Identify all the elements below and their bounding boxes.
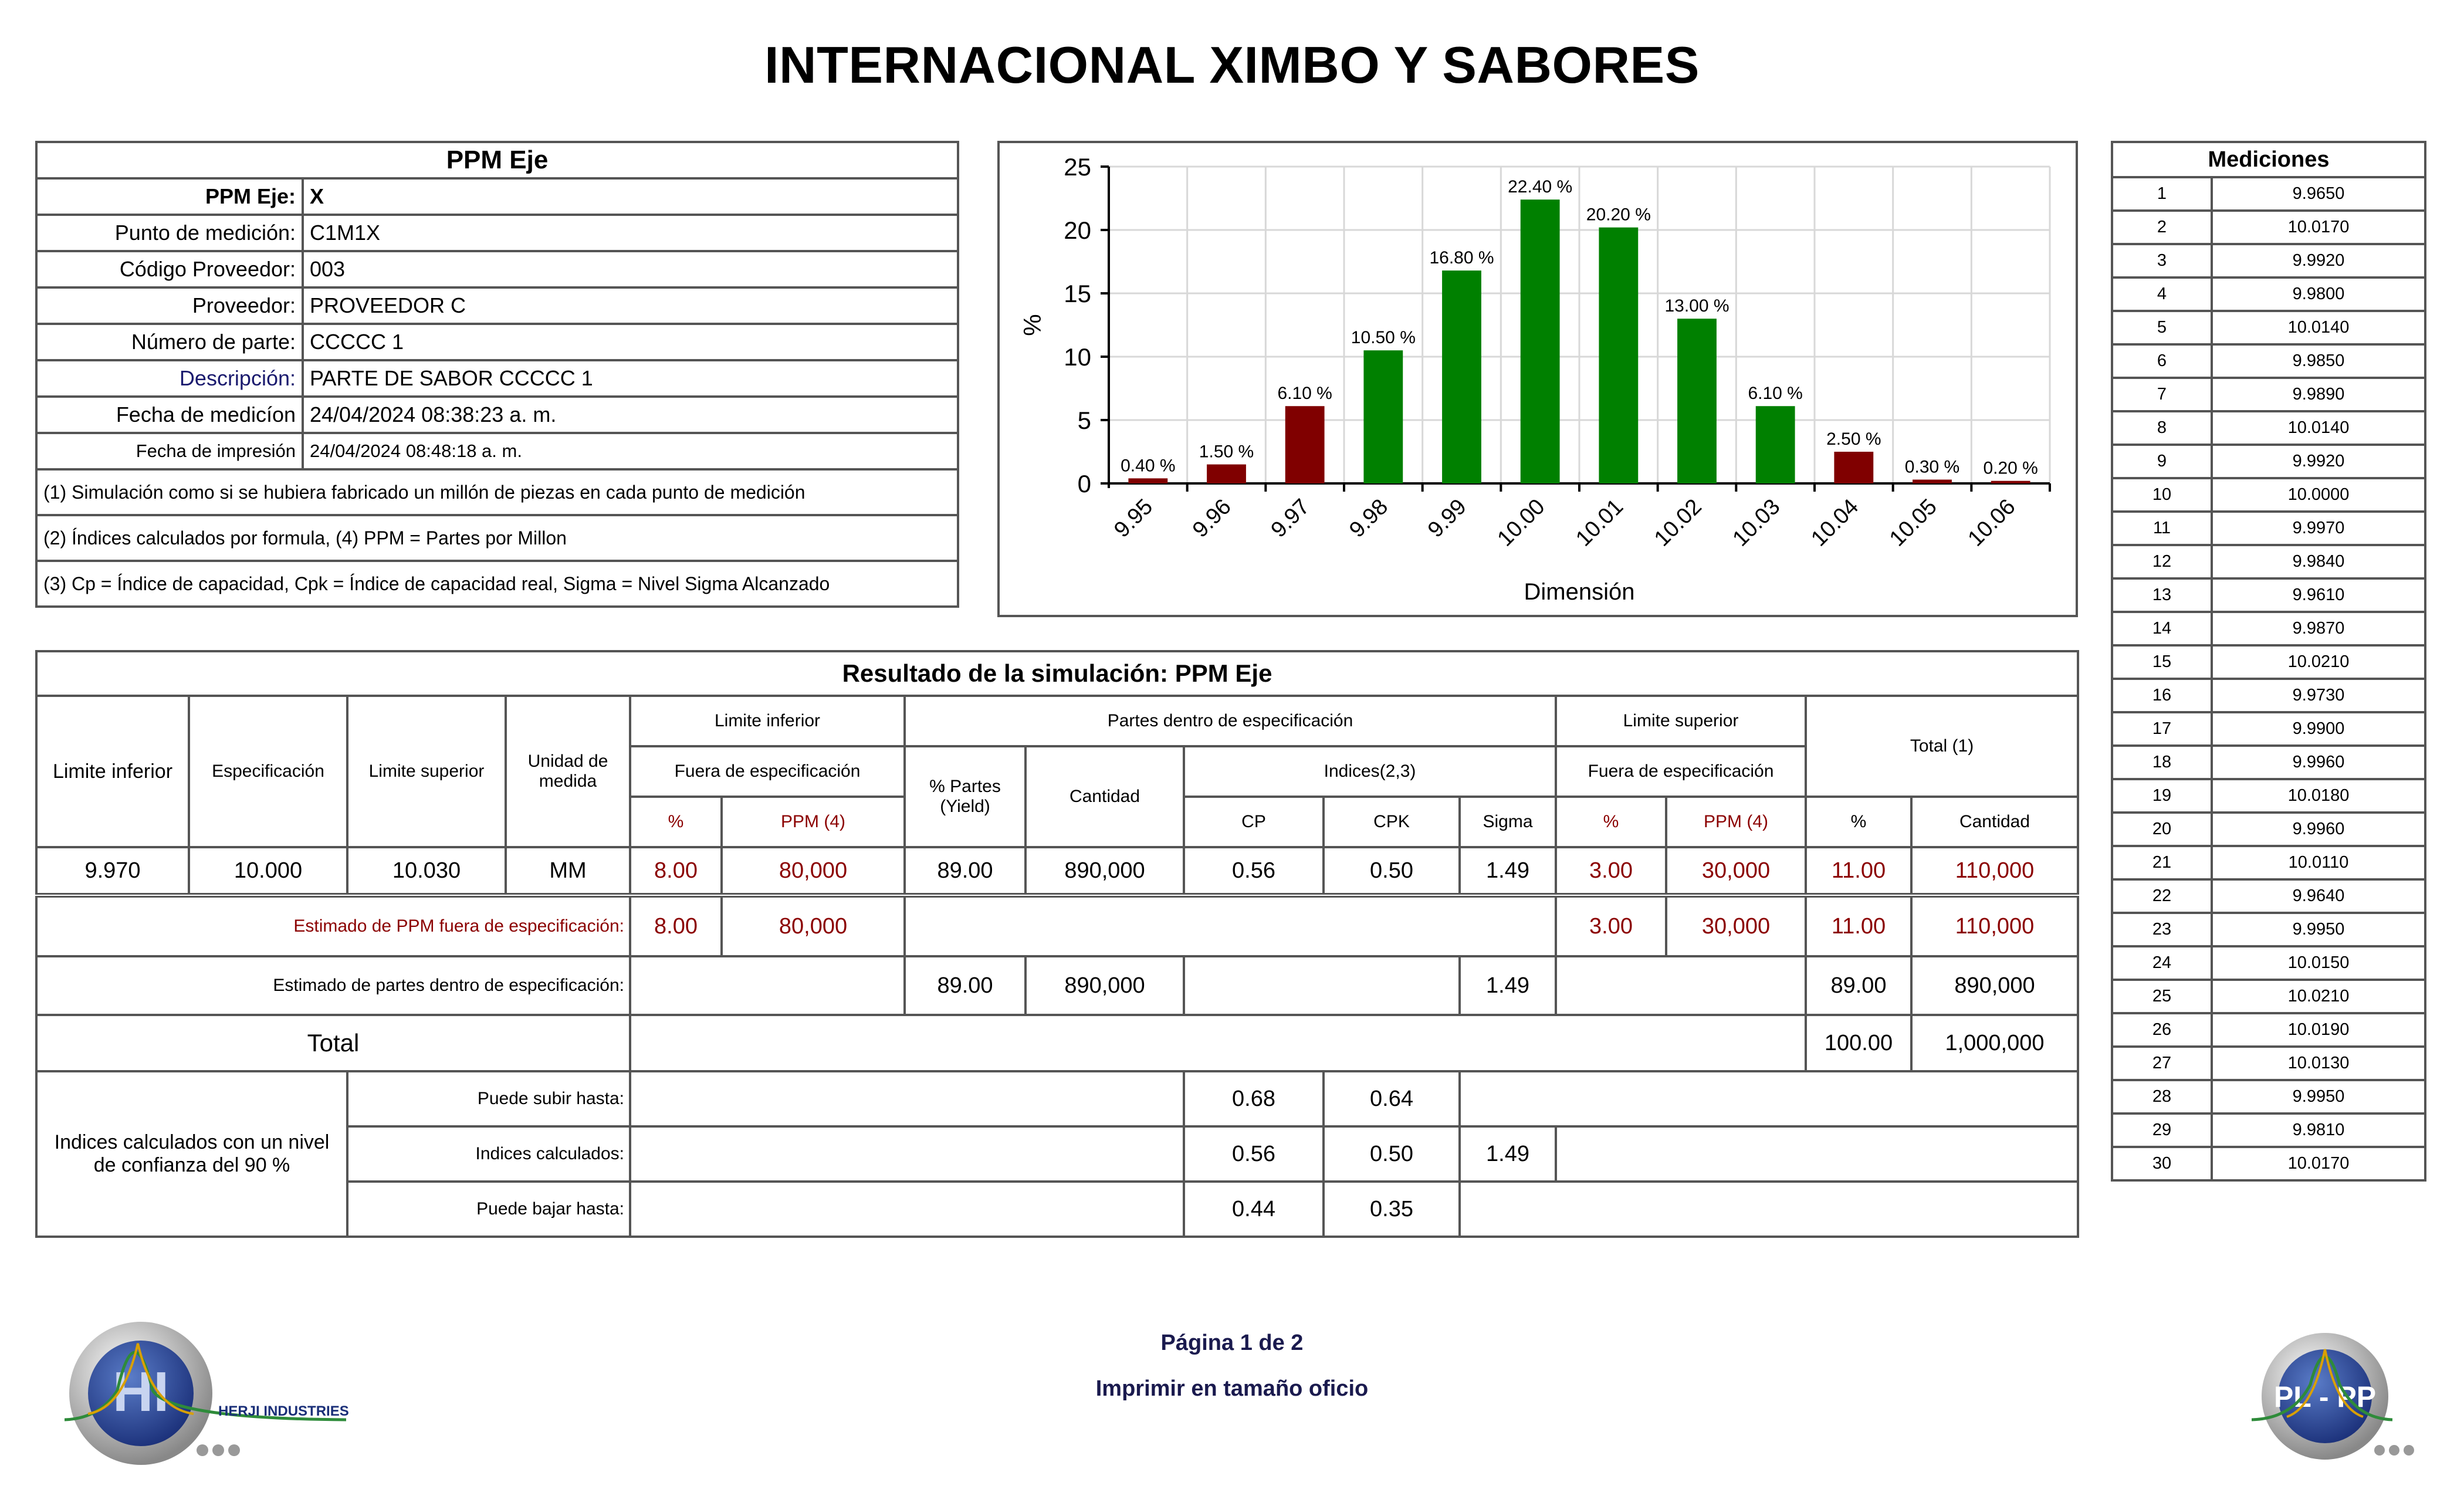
bar [1991,481,2030,483]
x-tick-label: 10.00 [1492,494,1550,551]
info-label-fecha-medicion: Fecha de medicíon [36,397,303,433]
medicion-row [2112,645,2425,679]
bar-data-label: 6.10 % [1277,384,1332,404]
bar [1913,480,1952,483]
estimado-dentro-yield: 89.00 [905,956,1025,1015]
info-label-proveedor: Proveedor: [36,287,303,324]
hdr-cpk: CPK [1324,797,1460,847]
info-note-2: (2) Índices calculados por formula, (4) PPM = Partes por Millon [36,515,958,561]
medicion-index: 13 [2112,578,2212,612]
hdr-sup-ppm: PPM (4) [1666,797,1806,847]
hdr-sigma: Sigma [1460,797,1556,847]
bar-data-label: 20.20 % [1586,205,1651,225]
conf-row-2-label: Indices calculados: [347,1126,630,1182]
bar [1756,406,1795,483]
hdr-fuera-sup: Fuera de especificación [1556,746,1806,797]
medicion-index: 12 [2112,545,2212,578]
x-tick-label: 9.96 [1187,494,1236,543]
medicion-row [2112,311,2425,344]
bar-data-label: 10.50 % [1351,328,1416,348]
estimado-fuera-sup-pct: 3.00 [1556,895,1666,956]
bar [1599,228,1638,483]
info-label-descripcion: Descripción: [36,360,303,397]
medicion-row [2112,679,2425,712]
medicion-row [2112,1113,2425,1147]
hdr-fuera-inf: Fuera de especificación [630,746,905,797]
medicion-value: 9.9920 [2212,244,2425,277]
val-yield: 89.00 [905,847,1025,895]
val-limite-inferior: 9.970 [36,847,189,895]
bar-data-label: 0.30 % [1904,457,1960,477]
medicion-row [2112,980,2425,1013]
plpp-logo-graphic [2252,1326,2428,1473]
results-table [35,650,2079,1238]
medicion-value: 10.0180 [2212,779,2425,813]
info-value-punto: C1M1X [303,215,958,251]
conf-row-1-rest [1460,1071,2078,1126]
total-pct: 100.00 [1806,1015,1911,1071]
y-tick-label: 5 [1077,407,1091,434]
medicion-index: 27 [2112,1047,2212,1080]
conf-row-2-cpk: 0.50 [1324,1126,1460,1182]
herji-logo-graphic [65,1320,352,1473]
estimado-dentro-label: Estimado de partes dentro de especificación: [36,956,630,1015]
medicion-index: 5 [2112,311,2212,344]
medicion-value: 9.9870 [2212,612,2425,645]
medicion-value: 9.9950 [2212,913,2425,946]
plpp-logo-text: PL - PP [2273,1380,2377,1413]
medicion-row [2112,512,2425,545]
bar [1677,319,1717,483]
val-sup-ppm: 30,000 [1666,847,1806,895]
hdr-especificacion: Especificación [189,696,347,847]
herji-logo-text: HERJI INDUSTRIES [218,1403,349,1419]
val-inf-ppm: 80,000 [722,847,905,895]
bar [1363,350,1403,483]
val-cp: 0.56 [1184,847,1324,895]
medicion-value: 9.9610 [2212,578,2425,612]
conf-row-2-empty [630,1126,1184,1182]
hdr-inf-pct: % [630,797,722,847]
info-label-parte: Número de parte: [36,324,303,360]
val-unidad: MM [506,847,630,895]
x-tick-label: 9.98 [1345,494,1393,543]
medicion-index: 10 [2112,478,2212,512]
val-inf-pct: 8.00 [630,847,722,895]
mediciones-table [2111,141,2426,1182]
info-label-eje: PPM Eje: [36,178,303,215]
medicion-index: 16 [2112,679,2212,712]
medicion-row [2112,1013,2425,1047]
medicion-value: 10.0210 [2212,980,2425,1013]
conf-row-3-label: Puede bajar hasta: [347,1182,630,1237]
bar [1521,199,1560,483]
y-tick-label: 25 [1064,153,1091,181]
hdr-unidad: Unidad de medida [506,696,630,847]
hdr-sup-pct: % [1556,797,1666,847]
medicion-index: 14 [2112,612,2212,645]
estimado-dentro-tot-pct: 89.00 [1806,956,1911,1015]
medicion-value: 9.9810 [2212,1113,2425,1147]
x-tick-label: 10.01 [1571,494,1629,551]
medicion-row [2112,1147,2425,1180]
estimado-fuera-sup-ppm: 30,000 [1666,895,1806,956]
y-tick-label: 10 [1064,343,1091,371]
bar-data-label: 22.40 % [1508,177,1573,197]
conf-row-3-cpk: 0.35 [1324,1182,1460,1237]
estimado-fuera-inf-pct: 8.00 [630,895,722,956]
hdr-total-pct: % [1806,797,1911,847]
histogram-chart-box [997,141,2078,617]
medicion-index: 8 [2112,411,2212,445]
hdr-total: Total (1) [1806,696,2078,797]
medicion-row [2112,846,2425,879]
herji-logo [65,1320,352,1473]
medicion-index: 15 [2112,645,2212,679]
medicion-value: 9.9730 [2212,679,2425,712]
medicion-index: 3 [2112,244,2212,277]
info-label-fecha-impresion: Fecha de impresión [36,433,303,469]
medicion-row [2112,612,2425,645]
medicion-row [2112,344,2425,378]
info-value-fecha-medicion: 24/04/2024 08:38:23 a. m. [303,397,958,433]
hdr-grp-limite-inferior: Limite inferior [630,696,905,746]
medicion-value: 10.0130 [2212,1047,2425,1080]
estimado-fuera-label: Estimado de PPM fuera de especificación: [36,895,630,956]
medicion-value: 9.9960 [2212,746,2425,779]
hdr-cantidad: Cantidad [1025,746,1184,847]
val-cpk: 0.50 [1324,847,1460,895]
medicion-index: 25 [2112,980,2212,1013]
medicion-value: 10.0210 [2212,645,2425,679]
medicion-value: 9.9650 [2212,177,2425,211]
medicion-value: 10.0140 [2212,311,2425,344]
medicion-value: 9.9920 [2212,445,2425,478]
medicion-row [2112,578,2425,612]
medicion-row [2112,779,2425,813]
info-value-proveedor: PROVEEDOR C [303,287,958,324]
estimado-fuera-tot-pct: 11.00 [1806,895,1911,956]
estimado-dentro-sigma: 1.49 [1460,956,1556,1015]
bar [1442,270,1481,483]
hdr-grp-dentro: Partes dentro de especificación [905,696,1556,746]
info-header: PPM Eje [36,142,958,178]
estimado-fuera-tot-cant: 110,000 [1911,895,2078,956]
y-tick-label: 20 [1064,216,1091,244]
info-label-punto: Punto de medición: [36,215,303,251]
hdr-total-cantidad: Cantidad [1911,797,2078,847]
info-note-1: (1) Simulación como si se hubiera fabricado un millón de piezas en cada punto de medición [36,469,958,515]
x-tick-label: 10.05 [1884,494,1942,551]
plpp-logo [2252,1326,2428,1473]
total-cantidad: 1,000,000 [1911,1015,2078,1071]
medicion-row [2112,378,2425,411]
medicion-index: 6 [2112,344,2212,378]
hdr-limite-superior: Limite superior [347,696,506,847]
bar [1834,452,1873,483]
medicion-row [2112,478,2425,512]
info-note-3: (3) Cp = Índice de capacidad, Cpk = Índice de capacidad real, Sigma = Nivel Sigma Alcanzado [36,561,958,607]
val-sup-pct: 3.00 [1556,847,1666,895]
conf-row-1-cpk: 0.64 [1324,1071,1460,1126]
estimado-dentro-empty-2 [1184,956,1460,1015]
medicion-value: 9.9970 [2212,512,2425,545]
medicion-value: 9.9800 [2212,277,2425,311]
x-tick-label: 9.97 [1266,494,1315,543]
medicion-row [2112,545,2425,578]
estimado-dentro-cantidad: 890,000 [1025,956,1184,1015]
medicion-index: 29 [2112,1113,2212,1147]
info-value-parte: CCCCC 1 [303,324,958,360]
info-table [35,141,959,608]
hdr-inf-ppm: PPM (4) [722,797,905,847]
y-tick-label: 15 [1064,280,1091,307]
medicion-row [2112,913,2425,946]
medicion-row [2112,244,2425,277]
medicion-row [2112,946,2425,980]
y-tick-label: 0 [1077,470,1091,497]
medicion-index: 24 [2112,946,2212,980]
info-label-codigo: Código Proveedor: [36,251,303,287]
conf-row-2-sigma: 1.49 [1460,1126,1556,1182]
medicion-row [2112,1080,2425,1113]
estimado-fuera-empty [905,895,1556,956]
medicion-value: 10.0140 [2212,411,2425,445]
page-title: INTERNACIONAL XIMBO Y SABORES [764,36,1700,94]
bar [1285,406,1325,483]
medicion-value: 9.9950 [2212,1080,2425,1113]
hdr-grp-limite-superior: Limite superior [1556,696,1806,746]
x-tick-label: 10.02 [1649,494,1707,551]
info-value-eje: X [303,178,958,215]
estimado-fuera-inf-ppm: 80,000 [722,895,905,956]
conf-row-2-rest [1556,1126,2078,1182]
x-tick-label: 10.03 [1728,494,1785,551]
medicion-index: 20 [2112,813,2212,846]
hdr-indices: Indices(2,3) [1184,746,1556,797]
medicion-row [2112,813,2425,846]
medicion-value: 10.0170 [2212,211,2425,244]
medicion-index: 21 [2112,846,2212,879]
bar [1207,465,1246,483]
bar-data-label: 6.10 % [1748,384,1803,404]
conf-row-1-label: Puede subir hasta: [347,1071,630,1126]
medicion-index: 4 [2112,277,2212,311]
mediciones-header: Mediciones [2112,142,2425,177]
medicion-value: 9.9850 [2212,344,2425,378]
hdr-limite-inferior: Limite inferior [36,696,189,847]
estimado-dentro-empty-3 [1556,956,1806,1015]
bar-data-label: 2.50 % [1826,429,1881,449]
medicion-index: 9 [2112,445,2212,478]
val-cantidad: 890,000 [1025,847,1184,895]
page-number: Página 1 de 2 [1160,1331,1304,1355]
medicion-index: 19 [2112,779,2212,813]
x-tick-label: 10.04 [1806,494,1864,551]
medicion-index: 18 [2112,746,2212,779]
medicion-value: 10.0190 [2212,1013,2425,1047]
medicion-value: 9.9640 [2212,879,2425,913]
medicion-index: 23 [2112,913,2212,946]
estimado-dentro-empty-1 [630,956,905,1015]
medicion-value: 10.0150 [2212,946,2425,980]
medicion-index: 22 [2112,879,2212,913]
conf-row-3-rest [1460,1182,2078,1237]
total-empty [630,1015,1806,1071]
val-sigma: 1.49 [1460,847,1556,895]
medicion-index: 2 [2112,211,2212,244]
svg-text:HI: HI [113,1360,169,1423]
val-especificacion: 10.000 [189,847,347,895]
medicion-row [2112,211,2425,244]
conf-row-2-cp: 0.56 [1184,1126,1324,1182]
total-label: Total [36,1015,630,1071]
x-tick-label: 9.99 [1423,494,1471,543]
print-hint: Imprimir en tamaño oficio [1095,1376,1369,1401]
val-total-pct: 11.00 [1806,847,1911,895]
confianza-label: Indices calculados con un nivel de confianza del 90 % [36,1071,347,1237]
conf-row-1-cp: 0.68 [1184,1071,1324,1126]
medicion-row [2112,177,2425,211]
hdr-cp: CP [1184,797,1324,847]
bar-data-label: 0.20 % [1983,458,2038,478]
y-axis-label: % [1018,314,1046,336]
medicion-row [2112,411,2425,445]
medicion-index: 7 [2112,378,2212,411]
bar-data-label: 0.40 % [1121,456,1176,476]
info-value-fecha-impresion: 24/04/2024 08:48:18 a. m. [303,433,958,469]
val-total-cantidad: 110,000 [1911,847,2078,895]
medicion-value: 9.9840 [2212,545,2425,578]
medicion-value: 10.0170 [2212,1147,2425,1180]
medicion-index: 11 [2112,512,2212,545]
conf-row-3-empty [630,1182,1184,1237]
medicion-index: 17 [2112,712,2212,746]
x-tick-label: 9.95 [1109,494,1158,543]
medicion-row [2112,879,2425,913]
medicion-index: 26 [2112,1013,2212,1047]
medicion-value: 9.9890 [2212,378,2425,411]
info-value-descripcion: PARTE DE SABOR CCCCC 1 [303,360,958,397]
medicion-row [2112,746,2425,779]
medicion-value: 9.9900 [2212,712,2425,746]
val-limite-superior: 10.030 [347,847,506,895]
conf-row-3-cp: 0.44 [1184,1182,1324,1237]
medicion-index: 1 [2112,177,2212,211]
bar [1128,478,1167,483]
x-axis-label: Dimensión [1524,579,1635,605]
estimado-dentro-tot-cant: 890,000 [1911,956,2078,1015]
info-value-codigo: 003 [303,251,958,287]
results-title: Resultado de la simulación: PPM Eje [36,651,2078,696]
medicion-row [2112,277,2425,311]
histogram-chart [1000,143,2076,615]
bar-data-label: 16.80 % [1429,248,1494,268]
medicion-value: 10.0110 [2212,846,2425,879]
medicion-index: 28 [2112,1080,2212,1113]
medicion-value: 10.0000 [2212,478,2425,512]
conf-row-1-empty [630,1071,1184,1126]
medicion-value: 9.9960 [2212,813,2425,846]
x-tick-label: 10.06 [1963,494,2020,551]
bar-data-label: 1.50 % [1199,442,1254,462]
hdr-pct-partes: % Partes (Yield) [905,746,1025,847]
medicion-row [2112,1047,2425,1080]
medicion-index: 30 [2112,1147,2212,1180]
medicion-row [2112,445,2425,478]
bar-data-label: 13.00 % [1664,296,1729,316]
medicion-row [2112,712,2425,746]
